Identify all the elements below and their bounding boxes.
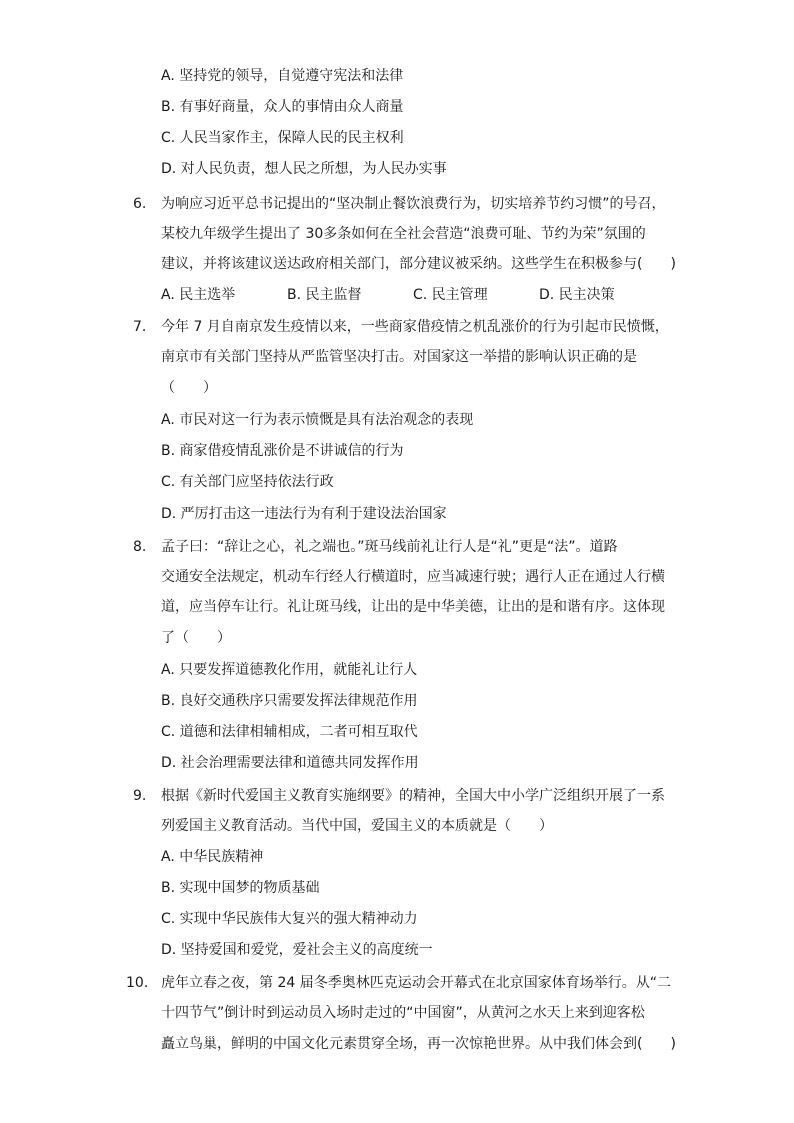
- q8-option-d: D. 社会治理需要法律和道德共同发挥作用: [161, 755, 419, 771]
- q9-stem-line-1: 根据《新时代爱国主义教育实施纲要》的精神，全国大中小学广泛组织开展了一系: [161, 788, 665, 804]
- q9-stem-line-2: 列爱国主义教育活动。当代中国，爱国主义的本质就是（ ）: [161, 818, 553, 834]
- q7-option-b: B. 商家借疫情乱涨价是不讲诚信的行为: [161, 443, 404, 459]
- q6-option-c: C. 民主管理: [413, 287, 488, 303]
- q6-option-d: D. 民主决策: [539, 287, 615, 303]
- q7-option-a: A. 市民对这一行为表示愤慨是具有法治观念的表现: [161, 412, 474, 428]
- q7-stem-line-2: 南京市有关部门坚持从严监管坚决打击。对国家这一举措的影响认识正确的是: [161, 349, 637, 365]
- q9-option-a: A. 中华民族精神: [161, 849, 264, 865]
- q6-option-b: B. 民主监督: [287, 287, 362, 303]
- q7-option-c: C. 有关部门应坚持依法行政: [161, 474, 334, 490]
- q9-number: 9.: [133, 788, 147, 804]
- q5-option-d: D. 对人民负责，想人民之所想，为人民办实事: [161, 161, 447, 177]
- q9-option-b: B. 实现中国梦的物质基础: [161, 880, 320, 896]
- q8-stem-line-2: 交通安全法规定，机动车行经人行横道时，应当减速行驶；遇行人正在通过人行横: [161, 569, 665, 585]
- q8-stem-line-4: 了（ ）: [161, 630, 231, 646]
- q6-options-row: [161, 285, 615, 305]
- q7-stem-line-1: 今年 7 月自南京发生疫情以来，一些商家借疫情之机乱涨价的行为引起市民愤慨，: [161, 319, 669, 335]
- q10-number: 10.: [126, 975, 149, 991]
- q6-option-a: A. 民主选举: [161, 287, 236, 303]
- q5-option-c: C. 人民当家作主，保障人民的民主权利: [161, 130, 404, 146]
- q9-option-c: C. 实现中华民族伟大复兴的强大精神动力: [161, 911, 418, 927]
- q9-option-d: D. 坚持爱国和爱党，爱社会主义的高度统一: [161, 942, 433, 958]
- q10-stem-line-2: 十四节气”倒计时到运动员入场时走过的“中国窗”，从黄河之水天上来到迎客松: [161, 1005, 645, 1021]
- q8-option-a: A. 只要发挥道德教化作用，就能礼让行人: [161, 662, 418, 678]
- q7-option-d: D. 严厉打击这一违法行为有利于建设法治国家: [161, 506, 447, 522]
- q7-stem-line-3: （ ）: [161, 380, 217, 396]
- q8-option-c: C. 道德和法律相辅相成，二者可相互取代: [161, 724, 418, 740]
- q10-stem-line-1: 虎年立春之夜，第 24 届冬季奥林匹克运动会开幕式在北京国家体育场举行。从“二: [161, 975, 671, 991]
- q7-number: 7.: [133, 319, 147, 335]
- q6-stem-line-1: 为响应习近平总书记提出的“坚决制止餐饮浪费行为，切实培养节约习惯”的号召，: [161, 196, 666, 212]
- q5-option-b: B. 有事好商量，众人的事情由众人商量: [161, 99, 404, 115]
- q8-number: 8.: [133, 539, 147, 555]
- q8-stem-line-1: 孟子曰：“辞让之心，礼之端也。”斑马线前礼让行人是“礼”更是“法”。道路: [161, 539, 618, 555]
- q5-option-a: A. 坚持党的领导，自觉遵守宪法和法律: [161, 68, 404, 84]
- q6-stem-line-3: 建议，并将该建议送达政府相关部门，部分建议被采纳。这些学生在积极参与( ): [161, 256, 676, 272]
- q6-stem-line-2: 某校九年级学生提出了 30多条如何在全社会营造“浪费可耻、节约为荣”氛围的: [161, 226, 646, 242]
- q8-stem-line-3: 道，应当停车让行。礼让斑马线，让出的是中华美德，让出的是和谐有序。这体现: [161, 599, 665, 615]
- q10-stem-line-3: 矗立鸟巢，鲜明的中国文化元素贯穿全场，再一次惊艳世界。从中我们体会到( ): [161, 1036, 676, 1052]
- q6-number: 6.: [133, 196, 147, 212]
- q8-option-b: B. 良好交通秩序只需要发挥法律规范作用: [161, 693, 418, 709]
